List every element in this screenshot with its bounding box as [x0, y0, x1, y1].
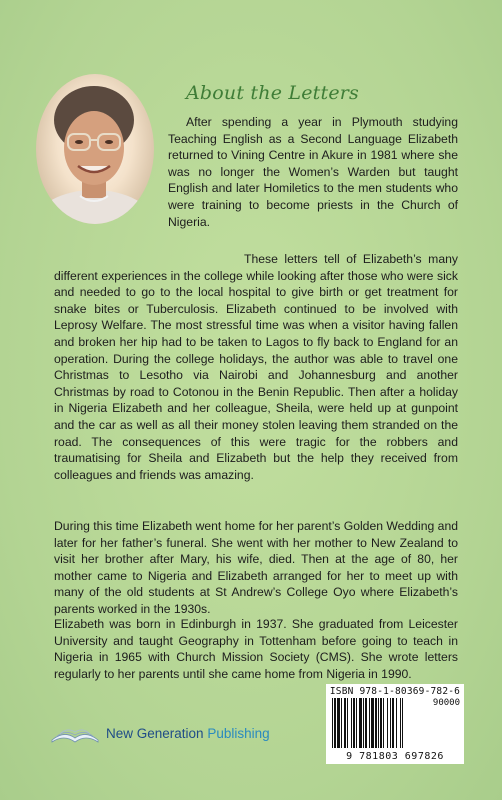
price-code: 90000 — [432, 698, 460, 708]
publisher-logo — [50, 722, 270, 744]
ean-digits: 9 781803 697826 — [346, 751, 444, 762]
paragraph-experiences: These letters tell of Elizabeth’s many different experiences in the college while looking after those who were sick and needed to go to the local hospital to give birth or get treatment for snake bites or Tuberculosis. Elizabeth continued to be involved with Leprosy Welfare. The most stressful time was when a visitor having fallen and broken her hip had to be taken to Lagos to fly back to England for an operation. During the college holidays, the author was able to travel one Christmas to Lesotho via Nairobi and Johannesburg and another Christmas by road to Cotonou in the Benin Republic. Then after a holiday in Nigeria Elizabeth and her colleague, Sheila, were held up at gunpoint and the car as well as all their money stolen leaving them stranded on the road. The consequences of this were tragic for the robbers and traumatising for Sheila and Elizabeth but the help they received from colleagues and friends was amazing. — [54, 252, 458, 482]
publisher-name-part1: New Generation — [106, 725, 204, 741]
paragraph-family: During this time Elizabeth went home for her parent’s Golden Wedding and later for her father’s funeral. She went with her mother to New Zealand to visit her brother after Mary, his wife, died. Then at the age of 80, her mother came to Nigeria and Elizabeth arranged for her to meet up with many of the old students at St Andrew’s College Oyo where Elizabeth’s parents worked in the 1930s. — [54, 519, 458, 616]
author-portrait — [36, 74, 154, 224]
paragraph-intro: After spending a year in Plymouth studying Teaching English as a Second Language Elizabeth returned to Vining Centre in Akure in 1981 where she was no longer the Women’s Warden but taught English and later Homiletics to the men students who were training to become priests in the Church of Nigeria. — [168, 115, 458, 229]
isbn-barcode — [326, 684, 464, 764]
publisher-name-part2: Publishing — [203, 725, 270, 741]
publisher-name — [106, 726, 270, 741]
section-heading: About the Letters — [186, 82, 359, 104]
open-book-icon — [50, 722, 100, 744]
barcode-bars — [330, 698, 426, 750]
paragraph-biography: Elizabeth was born in Edinburgh in 1937. She graduated from Leicester University and taught Geography in Tottenham before going to teach in Nigeria in 1965 with Church Mission Society (CMS). She wrote letters regularly to her parents until she came home from Nigeria in 1990. — [54, 617, 458, 681]
isbn-text: ISBN 978-1-80369-782-6 — [329, 686, 461, 697]
